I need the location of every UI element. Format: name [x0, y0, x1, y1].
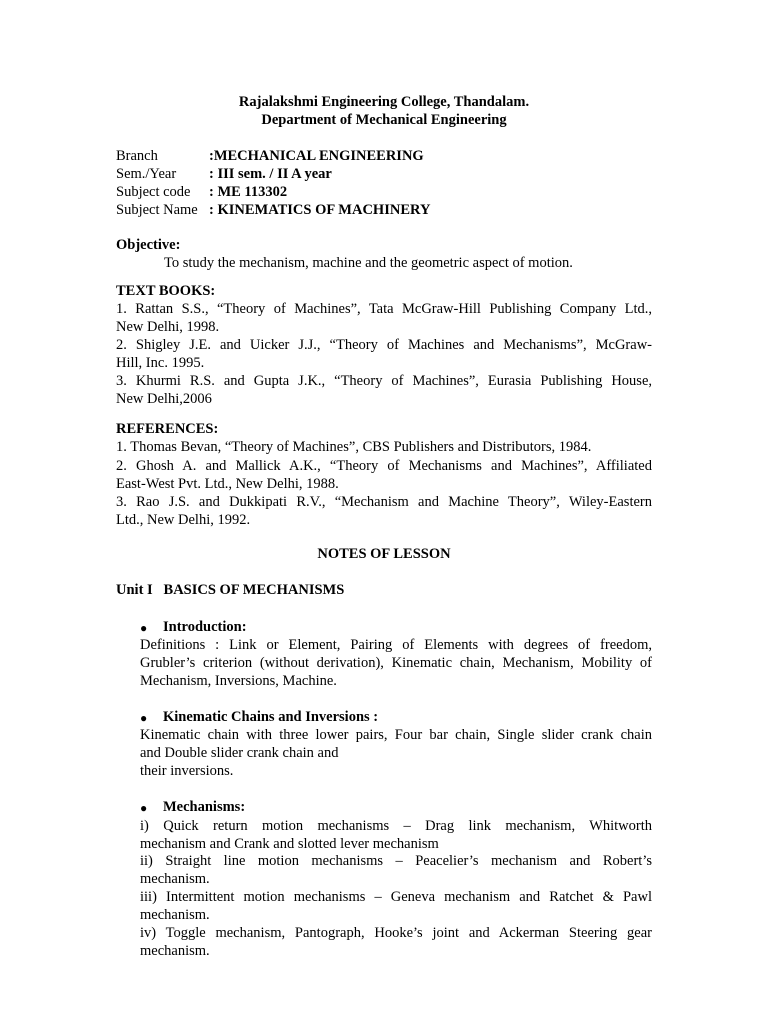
- branch-label: Branch: [116, 148, 158, 164]
- reference-line: Ltd., New Delhi, 1992.: [116, 512, 251, 528]
- textbooks-heading: TEXT BOOKS:: [116, 283, 216, 299]
- reference-line: 2. Ghosh A. and Mallick A.K., “Theory of Mechanisms and Machines”, Affiliated: [116, 458, 652, 474]
- bullet-icon: ●: [140, 711, 148, 725]
- textbook-line: New Delhi, 1998.: [116, 319, 220, 335]
- branch-value: :MECHANICAL ENGINEERING: [209, 148, 424, 164]
- section-heading: Introduction:: [163, 619, 247, 635]
- section-line: and Double slider crank chain and: [140, 745, 339, 761]
- textbook-line: 1. Rattan S.S., “Theory of Machines”, Tata McGraw-Hill Publishing Company Ltd.,: [116, 301, 652, 317]
- department-title: Department of Mechanical Engineering: [261, 112, 507, 128]
- reference-line: 3. Rao J.S. and Dukkipati R.V., “Mechanism and Machine Theory”, Wiley-Eastern: [116, 494, 652, 510]
- section-line: mechanism and Crank and slotted lever mechanism: [140, 836, 439, 852]
- semyear-value: : III sem. / II A year: [209, 166, 332, 182]
- college-title: Rajalakshmi Engineering College, Thandalam.: [238, 94, 530, 110]
- unit-heading: Unit I BASICS OF MECHANISMS: [116, 582, 345, 598]
- bullet-icon: ●: [140, 801, 148, 815]
- textbook-line: Hill, Inc. 1995.: [116, 355, 205, 371]
- section-line: mechanism.: [140, 943, 210, 959]
- subject-name-value: : KINEMATICS OF MACHINERY: [209, 202, 431, 218]
- bullet-icon: ●: [140, 621, 148, 635]
- reference-line: East-West Pvt. Ltd., New Delhi, 1988.: [116, 476, 339, 492]
- textbook-line: 2. Shigley J.E. and Uicker J.J., “Theory of Machines and Mechanisms”, McGraw-: [116, 337, 652, 353]
- notes-heading: NOTES OF LESSON: [317, 546, 451, 562]
- section-line: Definitions : Link or Element, Pairing of Elements with degrees of freedom,: [140, 637, 652, 653]
- objective-heading: Objective:: [116, 237, 181, 253]
- objective-text: To study the mechanism, machine and the geometric aspect of motion.: [164, 255, 573, 271]
- section-heading: Mechanisms:: [163, 799, 246, 815]
- section-line: mechanism.: [140, 871, 210, 887]
- references-heading: REFERENCES:: [116, 421, 219, 437]
- section-line: Kinematic chain with three lower pairs, Four bar chain, Single slider crank chain: [140, 727, 652, 743]
- subject-code-label: Subject code: [116, 184, 191, 200]
- subject-name-label: Subject Name: [116, 202, 198, 218]
- reference-line: 1. Thomas Bevan, “Theory of Machines”, CBS Publishers and Distributors, 1984.: [116, 439, 592, 455]
- subject-code-value: : ME 113302: [209, 184, 288, 200]
- section-line: iv) Toggle mechanism, Pantograph, Hooke’s joint and Ackerman Steering gear: [140, 925, 652, 941]
- section-line: i) Quick return motion mechanisms – Drag link mechanism, Whitworth: [140, 818, 652, 834]
- section-line: Mechanism, Inversions, Machine.: [140, 673, 337, 689]
- section-line: iii) Intermittent motion mechanisms – Geneva mechanism and Ratchet & Pawl: [140, 889, 652, 905]
- section-line: ii) Straight line motion mechanisms – Peacelier’s mechanism and Robert’s: [140, 853, 652, 869]
- section-line: mechanism.: [140, 907, 210, 923]
- section-heading: Kinematic Chains and Inversions :: [163, 709, 379, 725]
- section-line: Grubler’s criterion (without derivation), Kinematic chain, Mechanism, Mobility of: [140, 655, 652, 671]
- section-line: their inversions.: [140, 763, 234, 779]
- textbook-line: New Delhi,2006: [116, 391, 212, 407]
- semyear-label: Sem./Year: [116, 166, 177, 182]
- textbook-line: 3. Khurmi R.S. and Gupta J.K., “Theory of Machines”, Eurasia Publishing House,: [116, 373, 652, 389]
